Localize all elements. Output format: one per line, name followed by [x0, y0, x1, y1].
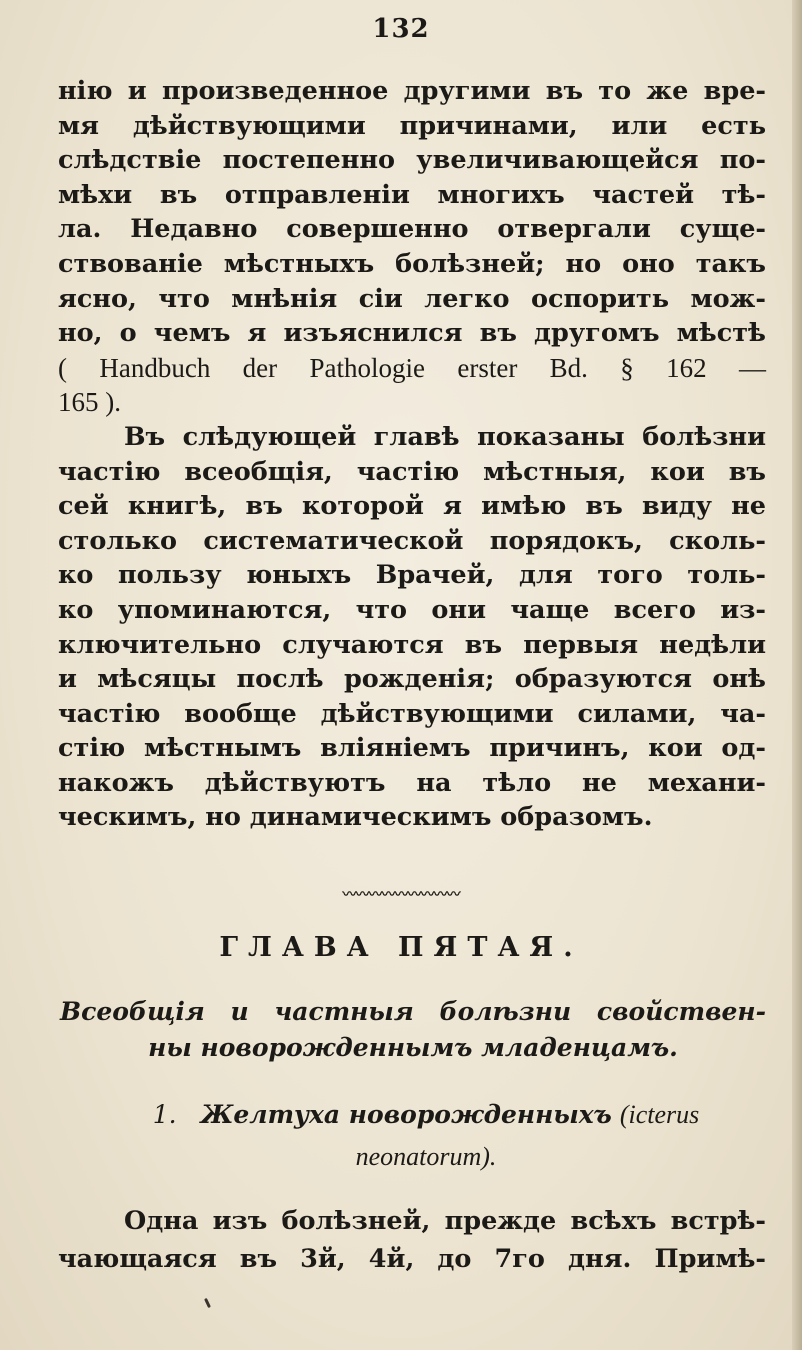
- text-line: стію мѣстнымъ вліяніемъ причинъ, кои од-: [58, 733, 766, 764]
- citation-line-end: 165 ).: [58, 387, 121, 418]
- text-line: Въ слѣдующей главѣ показаны болѣзни: [124, 421, 766, 452]
- text-line: частію всеобщія, частію мѣстныя, кои въ: [58, 456, 766, 487]
- text-line: мѣхи въ отправленіи многихъ частей тѣ-: [58, 179, 766, 210]
- page-number: 132: [372, 14, 430, 44]
- text-line: нію и произведенное другими въ то же вре-: [58, 76, 766, 106]
- text-line: ясно, что мнѣнія сіи легко оспорить мож-: [58, 283, 766, 314]
- text-line: но, о чемъ я изъяснился въ другомъ мѣстѣ: [58, 318, 766, 349]
- chapter-subtitle: [60, 994, 766, 1066]
- text-line: ко пользу юныхъ Врачей, для того толь-: [58, 560, 766, 591]
- text-line: частію вообще дѣйствующими силами, ча-: [58, 698, 766, 729]
- ornament-divider: 〰〰〰〰〰〰〰〰〰: [342, 887, 460, 903]
- page-edge-shadow: [792, 0, 802, 1350]
- ink-mark: [204, 1298, 211, 1308]
- text-line: ключительно случаются въ первыя недѣли: [58, 629, 766, 660]
- text-line: столько систематической порядокъ, сколь-: [58, 525, 766, 556]
- text-line: сей книгѣ, въ которой я имѣю въ виду не: [58, 491, 766, 522]
- section-latin-close: neonatorum).: [355, 1142, 497, 1171]
- text-line: ствованіе мѣстныхъ болѣзней; но оно такъ: [58, 248, 766, 279]
- section-title: Желтуха новорожденныхъ: [200, 1100, 612, 1129]
- text-line: Одна изъ болѣзней, прежде всѣхъ встрѣ-: [124, 1206, 766, 1236]
- paragraph-1: [58, 74, 766, 835]
- text-line: ла. Недавно совершенно отвергали суще-: [58, 214, 766, 245]
- citation-line: ( Handbuch der Pathologie erster Bd. § 162 —: [58, 352, 766, 383]
- subtitle-line: ны новорожденнымъ младенцамъ.: [148, 1033, 678, 1062]
- section-number: 1.: [152, 1100, 177, 1129]
- chapter-title: ГЛАВА ПЯТАЯ.: [219, 932, 583, 963]
- text-line: накожъ дѣйствуютъ на тѣло не механи-: [58, 767, 766, 798]
- text-line: ко упоминаются, что они чаще всего из-: [58, 594, 766, 625]
- paragraph-3: [58, 1202, 766, 1278]
- text-line: мя дѣйствующими причинами, или есть: [58, 110, 766, 141]
- text-line: и мѣсяцы послѣ рожденія; образуются онѣ: [58, 664, 766, 695]
- section-latin-open: (icterus: [619, 1100, 700, 1129]
- section-heading: [96, 1094, 756, 1178]
- text-line: чающаяся въ 3й, 4й, до 7го дня. Примѣ-: [58, 1244, 766, 1274]
- subtitle-line: Всеобщія и частныя болѣзни свойствен-: [60, 997, 766, 1026]
- text-line: ческимъ, но динамическимъ образомъ.: [58, 802, 653, 833]
- text-line: слѣдствіе постепенно увеличивающейся по-: [58, 145, 766, 176]
